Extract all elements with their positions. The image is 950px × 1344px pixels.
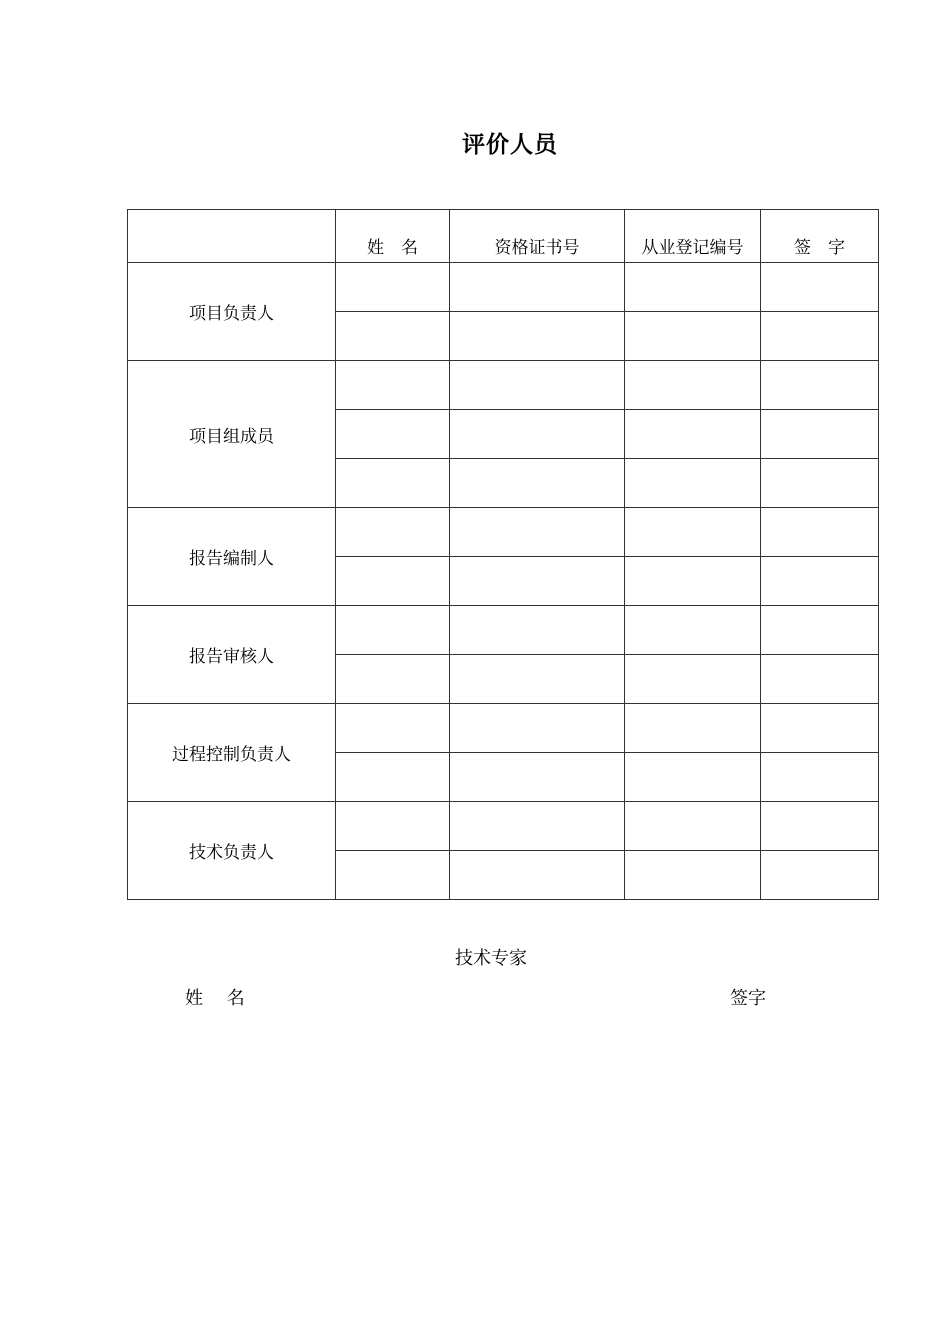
signature-cell[interactable] [761, 361, 879, 410]
table-body [128, 263, 879, 900]
certificate-cell[interactable] [450, 361, 625, 410]
registration-cell[interactable] [625, 312, 761, 361]
name-cell[interactable] [336, 312, 450, 361]
name-cell[interactable] [336, 704, 450, 753]
name-cell[interactable] [336, 410, 450, 459]
certificate-cell[interactable] [450, 312, 625, 361]
role-cell: 过程控制负责人 [128, 704, 336, 802]
registration-cell[interactable] [625, 410, 761, 459]
certificate-cell[interactable] [450, 263, 625, 312]
certificate-cell[interactable] [450, 655, 625, 704]
certificate-cell[interactable] [450, 753, 625, 802]
table-row [128, 802, 879, 851]
registration-cell[interactable] [625, 606, 761, 655]
registration-cell[interactable] [625, 851, 761, 900]
name-cell[interactable] [336, 361, 450, 410]
certificate-cell[interactable] [450, 508, 625, 557]
table-row [128, 606, 879, 655]
signature-cell[interactable] [761, 508, 879, 557]
role-cell: 技术负责人 [128, 802, 336, 900]
role-cell: 项目负责人 [128, 263, 336, 361]
name-cell[interactable] [336, 802, 450, 851]
registration-cell[interactable] [625, 508, 761, 557]
table-row [128, 263, 879, 312]
expert-name-label: 姓 名 [185, 988, 245, 1009]
registration-cell[interactable] [625, 361, 761, 410]
role-cell: 报告审核人 [128, 606, 336, 704]
header-cell-certificate: 资格证书号 [450, 210, 625, 263]
name-cell[interactable] [336, 851, 450, 900]
signature-cell[interactable] [761, 459, 879, 508]
signature-cell[interactable] [761, 263, 879, 312]
signature-cell[interactable] [761, 410, 879, 459]
certificate-cell[interactable] [450, 557, 625, 606]
name-cell[interactable] [336, 753, 450, 802]
table-row [128, 361, 879, 410]
registration-cell[interactable] [625, 557, 761, 606]
registration-cell[interactable] [625, 655, 761, 704]
name-cell[interactable] [336, 508, 450, 557]
certificate-cell[interactable] [450, 851, 625, 900]
signature-cell[interactable] [761, 753, 879, 802]
certificate-cell[interactable] [450, 459, 625, 508]
registration-cell[interactable] [625, 802, 761, 851]
role-cell: 项目组成员 [128, 361, 336, 508]
signature-cell[interactable] [761, 802, 879, 851]
table-header-row [128, 210, 879, 263]
expert-sign-label: 签字 [730, 988, 766, 1009]
staff-table [127, 209, 879, 900]
registration-cell[interactable] [625, 753, 761, 802]
certificate-cell[interactable] [450, 410, 625, 459]
registration-cell[interactable] [625, 263, 761, 312]
header-cell-signature: 签 字 [761, 210, 879, 263]
role-cell: 报告编制人 [128, 508, 336, 606]
name-cell[interactable] [336, 263, 450, 312]
signature-cell[interactable] [761, 655, 879, 704]
table-row [128, 704, 879, 753]
header-cell-name: 姓 名 [336, 210, 450, 263]
certificate-cell[interactable] [450, 802, 625, 851]
page-title: 评价人员 [462, 132, 558, 158]
certificate-cell[interactable] [450, 606, 625, 655]
certificate-cell[interactable] [450, 704, 625, 753]
signature-cell[interactable] [761, 851, 879, 900]
registration-cell[interactable] [625, 704, 761, 753]
signature-cell[interactable] [761, 606, 879, 655]
signature-cell[interactable] [761, 704, 879, 753]
name-cell[interactable] [336, 459, 450, 508]
header-cell-registration: 从业登记编号 [625, 210, 761, 263]
header-cell-role [128, 210, 336, 263]
registration-cell[interactable] [625, 459, 761, 508]
signature-cell[interactable] [761, 557, 879, 606]
expert-heading: 技术专家 [455, 948, 527, 969]
name-cell[interactable] [336, 606, 450, 655]
name-cell[interactable] [336, 655, 450, 704]
signature-cell[interactable] [761, 312, 879, 361]
table-row [128, 508, 879, 557]
name-cell[interactable] [336, 557, 450, 606]
